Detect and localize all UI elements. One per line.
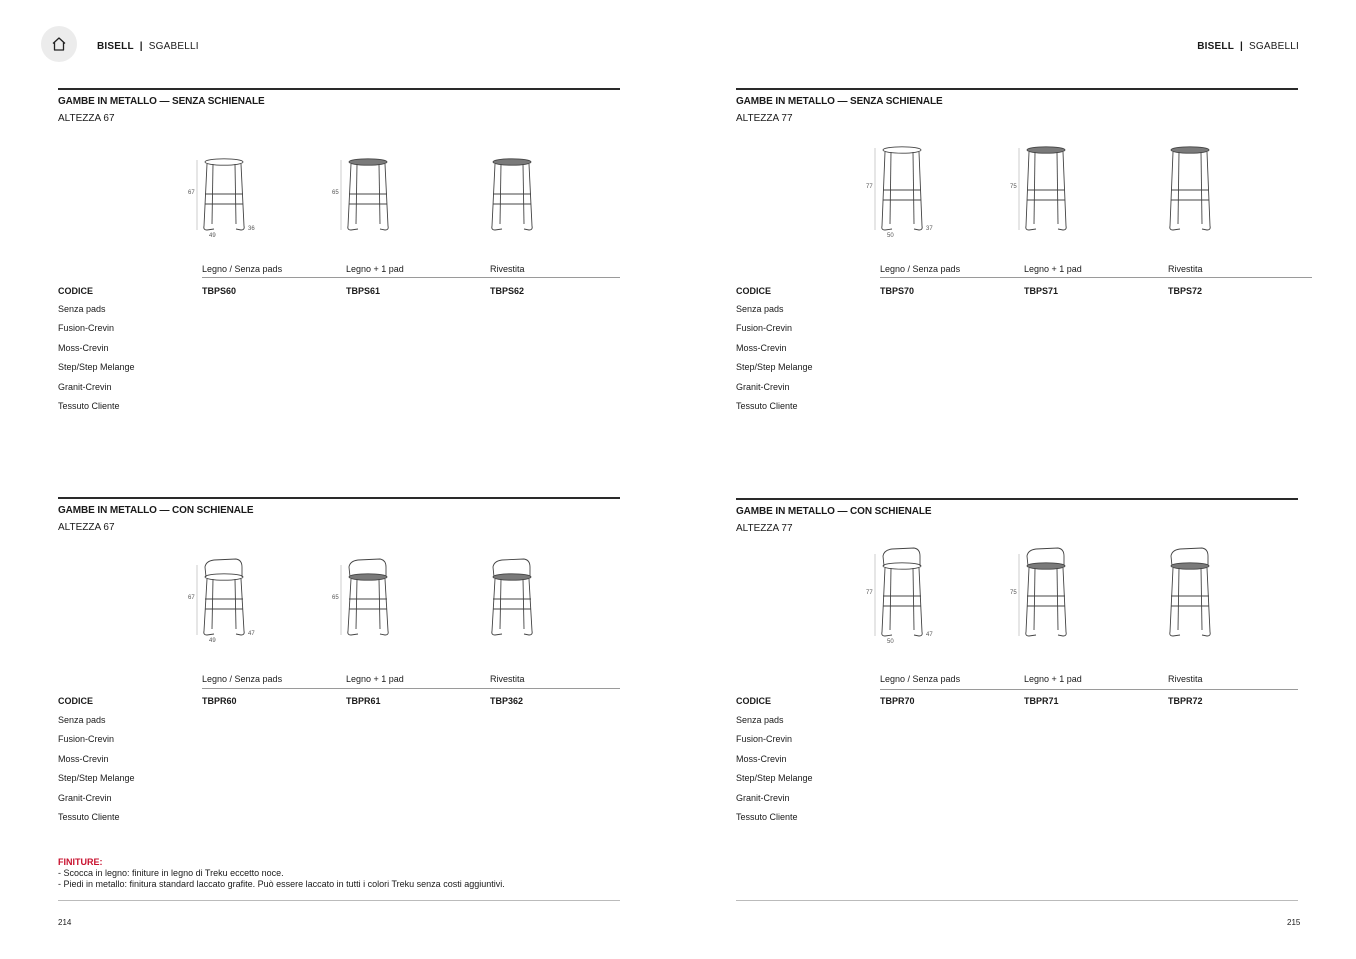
stool-drawing-2 xyxy=(1152,544,1232,644)
dim-depth: 47 xyxy=(926,632,933,638)
variant-label: Legno / Senza pads xyxy=(202,264,283,274)
page-number-right: 215 xyxy=(1287,918,1301,927)
finish-row: Tessuto Cliente xyxy=(58,811,120,822)
finish-row: Granit-Crevin xyxy=(736,381,790,392)
variant-label: Legno + 1 pad xyxy=(346,674,404,684)
finish-row: Fusion-Crevin xyxy=(58,734,115,745)
seat xyxy=(1171,563,1209,569)
finiture-title: FINITURE: xyxy=(58,857,103,867)
finish-row: Moss-Crevin xyxy=(736,342,787,353)
seat xyxy=(493,159,531,165)
dim-height: 67 xyxy=(188,595,195,601)
section-title: GAMBE IN METALLO — CON SCHIENALE xyxy=(736,506,932,517)
header-brand: BISELL xyxy=(97,41,134,52)
dim-width: 49 xyxy=(209,638,216,643)
stool-drawing-2 xyxy=(474,146,554,238)
dim-height: 67 xyxy=(188,190,195,196)
section-height: ALTEZZA 77 xyxy=(736,523,793,534)
dim-width: 50 xyxy=(887,233,894,238)
finiture-line: - Piedi in metallo: finitura standard laccato grafite. Può essere laccato in tutti i colori Treku senza costi aggiuntivi. xyxy=(58,879,505,889)
seat xyxy=(205,574,243,580)
seat xyxy=(883,563,921,569)
finish-list xyxy=(736,304,813,420)
section-height: ALTEZZA 67 xyxy=(58,113,115,124)
finish-row: Step/Step Melange xyxy=(58,362,135,373)
header-rule xyxy=(880,277,1312,278)
footer-divider xyxy=(58,900,620,901)
finish-row: Moss-Crevin xyxy=(58,342,109,353)
stool-drawing-1 xyxy=(1008,138,1088,238)
code-label: CODICE xyxy=(58,286,94,296)
stool-drawing-0 xyxy=(186,146,266,238)
dim-width: 50 xyxy=(887,639,894,644)
finish-row: Step/Step Melange xyxy=(58,773,135,784)
variant-label: Rivestita xyxy=(490,264,525,274)
finish-row: Moss-Crevin xyxy=(58,753,109,764)
product-code: TBPS62 xyxy=(490,286,525,296)
seat xyxy=(1171,147,1209,153)
finish-row: Fusion-Crevin xyxy=(736,734,793,745)
variant-label: Legno + 1 pad xyxy=(346,264,404,274)
section-title: GAMBE IN METALLO — SENZA SCHIENALE xyxy=(58,96,265,107)
stool-drawing-1 xyxy=(330,551,410,643)
product-code: TBPR61 xyxy=(346,696,381,706)
section-top-rule xyxy=(736,88,1298,90)
stool-drawing-0 xyxy=(864,138,944,238)
finish-row: Senza pads xyxy=(58,715,106,725)
stool-drawing-2 xyxy=(474,551,554,643)
section-con-schienale-77 xyxy=(736,498,1298,822)
section-height: ALTEZZA 67 xyxy=(58,522,115,533)
finish-row: Tessuto Cliente xyxy=(736,811,798,822)
section-senza-schienale-77 xyxy=(736,88,1298,411)
footer-divider xyxy=(736,900,1298,901)
variant-label: Rivestita xyxy=(1168,674,1203,684)
section-top-rule xyxy=(736,498,1298,500)
finish-row: Tessuto Cliente xyxy=(58,400,120,411)
header-right-breadcrumb: BISELL | SGABELLI xyxy=(1197,41,1299,52)
dim-depth: 47 xyxy=(248,631,255,637)
seat xyxy=(1027,147,1065,153)
seat xyxy=(349,574,387,580)
variant-label: Legno / Senza pads xyxy=(880,674,961,684)
finish-row: Senza pads xyxy=(736,715,784,725)
finish-row: Fusion-Crevin xyxy=(736,323,793,334)
product-code: TBPS61 xyxy=(346,286,381,296)
dim-height: 77 xyxy=(866,184,873,190)
product-code: TBPR60 xyxy=(202,696,237,706)
header-brand: BISELL xyxy=(1197,41,1235,52)
code-label: CODICE xyxy=(736,696,772,706)
seat xyxy=(883,147,921,153)
variant-label: Rivestita xyxy=(1168,264,1203,274)
finiture-notes xyxy=(58,857,505,890)
dim-depth: 37 xyxy=(926,226,933,232)
finish-row: Granit-Crevin xyxy=(58,381,112,392)
finish-list xyxy=(58,304,135,420)
product-code: TBPR70 xyxy=(880,696,915,706)
stool-drawing-0 xyxy=(864,544,944,644)
header-rule xyxy=(202,277,620,278)
home-button[interactable] xyxy=(41,26,77,62)
dim-depth: 36 xyxy=(248,226,255,232)
finish-list xyxy=(736,715,813,831)
stool-drawing-0 xyxy=(186,551,266,643)
dim-height: 65 xyxy=(332,595,339,601)
variant-label: Legno / Senza pads xyxy=(202,674,283,684)
product-code: TBPS60 xyxy=(202,286,237,296)
stool-drawing-1 xyxy=(1008,544,1088,644)
section-title: GAMBE IN METALLO — CON SCHIENALE xyxy=(58,505,254,516)
finish-list xyxy=(58,715,135,831)
home-icon xyxy=(51,36,67,52)
finiture-line: - Scocca in legno: finiture in legno di Treku eccetto noce. xyxy=(58,868,284,878)
header-category: SGABELLI xyxy=(1249,41,1299,52)
dim-height: 75 xyxy=(1010,184,1017,190)
finish-row: Granit-Crevin xyxy=(58,792,112,803)
product-code: TBPR71 xyxy=(1024,696,1059,706)
variant-label: Legno + 1 pad xyxy=(1024,264,1082,274)
seat xyxy=(493,574,531,580)
section-height: ALTEZZA 77 xyxy=(736,113,793,124)
product-code: TBPS71 xyxy=(1024,286,1059,296)
section-top-rule xyxy=(58,497,620,499)
header-rule xyxy=(202,688,620,689)
finish-row: Senza pads xyxy=(58,304,106,314)
seat xyxy=(1027,563,1065,569)
section-top-rule xyxy=(58,88,620,90)
header-category: SGABELLI xyxy=(148,41,199,52)
section-title: GAMBE IN METALLO — SENZA SCHIENALE xyxy=(736,96,943,107)
code-label: CODICE xyxy=(736,286,772,296)
finish-row: Senza pads xyxy=(736,304,784,314)
finish-row: Fusion-Crevin xyxy=(58,323,115,334)
product-code: TBPR72 xyxy=(1168,696,1203,706)
stool-drawing-1 xyxy=(330,146,410,238)
dim-height: 65 xyxy=(332,190,339,196)
finish-row: Granit-Crevin xyxy=(736,792,790,803)
page-number-left: 214 xyxy=(58,918,72,927)
product-code: TBPS72 xyxy=(1168,286,1203,296)
finish-row: Step/Step Melange xyxy=(736,773,813,784)
section-senza-schienale-67 xyxy=(58,88,620,411)
seat xyxy=(349,159,387,165)
variant-label: Legno / Senza pads xyxy=(880,264,961,274)
header-left-breadcrumb: BISELL | SGABELLI xyxy=(97,41,199,52)
variant-label: Legno + 1 pad xyxy=(1024,674,1082,684)
code-label: CODICE xyxy=(58,696,94,706)
finish-row: Tessuto Cliente xyxy=(736,400,798,411)
product-code: TBPS70 xyxy=(880,286,915,296)
dim-height: 75 xyxy=(1010,590,1017,596)
product-code: TBP362 xyxy=(490,696,524,706)
variant-label: Rivestita xyxy=(490,674,525,684)
finish-row: Step/Step Melange xyxy=(736,362,813,373)
stool-drawing-2 xyxy=(1152,138,1232,238)
dim-height: 77 xyxy=(866,590,873,596)
seat xyxy=(205,159,243,165)
header-rule xyxy=(880,689,1298,690)
dim-width: 49 xyxy=(209,233,216,238)
section-con-schienale-67 xyxy=(58,497,620,822)
finish-row: Moss-Crevin xyxy=(736,753,787,764)
